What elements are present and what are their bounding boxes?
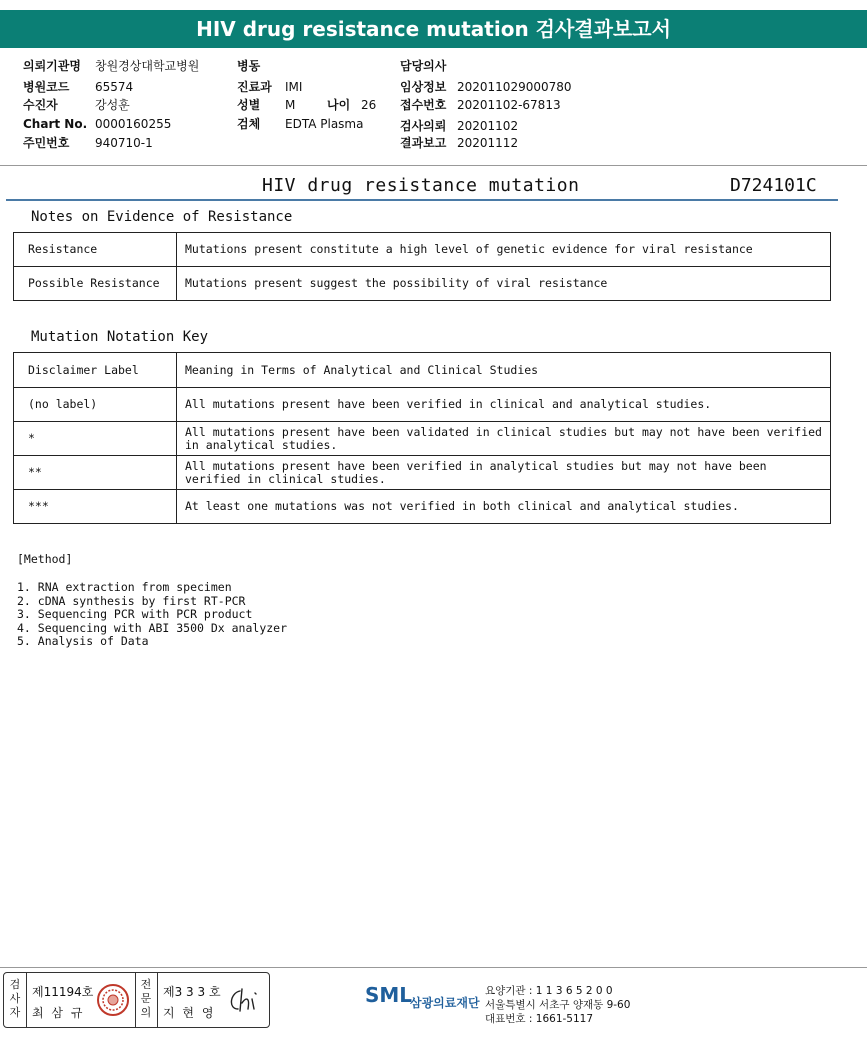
key-row-1	[14, 388, 831, 422]
hdr-field-col3-1-label: 담당의사	[400, 59, 447, 73]
tester-name: 최 삼 규	[32, 1006, 85, 1020]
key-header-row	[14, 353, 831, 388]
hdr-field-col3-4-value: 20201102	[457, 119, 519, 133]
hdr-field-col3-3-value: 20201102-67813	[457, 98, 561, 112]
key-title: Mutation Notation Key	[31, 329, 209, 345]
hdr-field-5	[23, 134, 153, 151]
row-label: Resistance	[14, 233, 177, 267]
row-label: Possible Resistance	[14, 267, 177, 301]
hdr-field-col2-3-label: 성별	[237, 98, 261, 112]
expert-label: 전 문 의	[140, 978, 152, 1019]
hdr-field-col2-1-label: 병동	[237, 59, 261, 73]
report-banner: HIV drug resistance mutation 검사결과보고서	[0, 10, 867, 48]
tester-label: 검 사 자	[9, 978, 21, 1019]
row-label: *	[14, 422, 177, 456]
expert-name: 지 현 영	[163, 1006, 216, 1020]
method-step: 3. Sequencing PCR with PCR product	[17, 607, 253, 621]
row-text: Mutations present constitute a high level of genetic evidence for viral resistance	[177, 233, 831, 267]
hdr-field-col2-4	[237, 115, 363, 132]
hdr-field-3-label: 수진자	[23, 98, 58, 112]
hdr-field-age	[327, 96, 376, 113]
method-step: 4. Sequencing with ABI 3500 Dx analyzer	[17, 620, 288, 635]
hdr-field-age-label: 나이	[327, 98, 351, 112]
hdr-field-5-value: 940710-1	[95, 136, 153, 150]
row-text: All mutations present have been verified in clinical and analytical studies.	[177, 388, 831, 422]
org-phone: 대표번호 : 1661-5117	[485, 1013, 594, 1025]
hdr-field-col3-2-value: 202011029000780	[457, 80, 572, 94]
key-row-2	[14, 422, 831, 456]
expert-license: 제3 3 3 호	[163, 985, 221, 999]
hdr-field-col2-2	[237, 78, 302, 95]
report-code: D724101C	[730, 175, 817, 196]
hdr-field-col3-3	[400, 96, 561, 113]
hdr-field-2-label: 병원코드	[23, 80, 70, 94]
notes-row-2	[14, 267, 831, 301]
hdr-field-col3-3-label: 접수번호	[400, 98, 447, 112]
hdr-field-5-label: 주민번호	[23, 136, 70, 150]
method-step: 5. Analysis of Data	[17, 634, 149, 648]
tester-license: 제11194호	[32, 985, 94, 999]
hdr-field-1-value: 창원경상대학교병원	[95, 59, 200, 73]
hdr-field-1	[23, 57, 199, 74]
method-title: [Method]	[17, 552, 73, 566]
hdr-field-col2-4-label: 검체	[237, 117, 261, 131]
key-row-3	[14, 456, 831, 490]
hdr-field-age-value: 26	[361, 98, 377, 112]
hdr-field-col2-2-label: 진료과	[237, 80, 272, 94]
method-step: 1. RNA extraction from specimen	[17, 580, 232, 594]
hdr-field-col3-4-label: 검사의뢰	[400, 119, 447, 133]
row-text: All mutations present have been validated in clinical studies but may not have been verified in analytical studies.	[177, 422, 831, 456]
row-text: Mutations present suggest the possibility of viral resistance	[177, 267, 831, 301]
hdr-field-col2-2-value: IMI	[285, 80, 303, 94]
notes-row-1	[14, 233, 831, 267]
hdr-field-4-label: Chart No.	[23, 117, 88, 131]
hdr-field-4	[23, 117, 171, 131]
hdr-field-4-value: 0000160255	[95, 117, 172, 131]
row-label: Disclaimer Label	[14, 353, 177, 388]
hdr-field-2	[23, 78, 133, 95]
notes-table	[13, 232, 831, 301]
hdr-field-3	[23, 96, 130, 113]
row-text: All mutations present have been verified in analytical studies but may not have been verified in clinical studies.	[177, 456, 831, 490]
header-divider	[0, 165, 867, 166]
hdr-field-3-value: 강성훈	[95, 98, 130, 112]
hdr-field-col2-3	[237, 96, 295, 113]
row-label: ***	[14, 490, 177, 524]
hdr-field-col3-4	[400, 117, 518, 134]
row-text: At least one mutations was not verified in both clinical and analytical studies.	[177, 490, 831, 524]
hdr-field-col2-4-value: EDTA Plasma	[285, 117, 364, 131]
org-code: 요양기관 : 1 1 3 6 5 2 0 0	[485, 985, 613, 997]
key-row-4	[14, 490, 831, 524]
seal-icon	[96, 983, 130, 1017]
row-label: (no label)	[14, 388, 177, 422]
title-rule	[6, 199, 838, 201]
hdr-field-col3-1	[400, 57, 457, 74]
sml-logo: SML	[365, 983, 413, 1007]
report-title: HIV drug resistance mutation	[262, 175, 580, 196]
row-label: **	[14, 456, 177, 490]
notation-key-table	[13, 352, 831, 524]
signature-box	[3, 972, 270, 1028]
hdr-field-col3-2-label: 임상정보	[400, 80, 447, 94]
hdr-field-2-value: 65574	[95, 80, 134, 94]
method-step: 2. cDNA synthesis by first RT-PCR	[17, 593, 246, 608]
row-text: Meaning in Terms of Analytical and Clinical Studies	[177, 353, 831, 388]
method-steps	[17, 581, 287, 649]
hdr-field-col2-1	[237, 57, 285, 74]
hdr-field-col3-5-value: 20201112	[457, 136, 519, 150]
hdr-field-1-label: 의뢰기관명	[23, 59, 81, 73]
org-name: 삼광의료재단	[410, 996, 480, 1010]
footer-divider	[0, 967, 867, 968]
hdr-field-col3-2	[400, 78, 572, 95]
notes-title: Notes on Evidence of Resistance	[31, 209, 293, 225]
hdr-field-col3-5	[400, 134, 518, 151]
hdr-field-col3-5-label: 결과보고	[400, 136, 447, 150]
hdr-field-col2-3-value: M	[285, 98, 296, 112]
org-address: 서울특별시 서초구 양재동 9-60	[485, 999, 631, 1011]
signature-icon	[226, 985, 264, 1015]
